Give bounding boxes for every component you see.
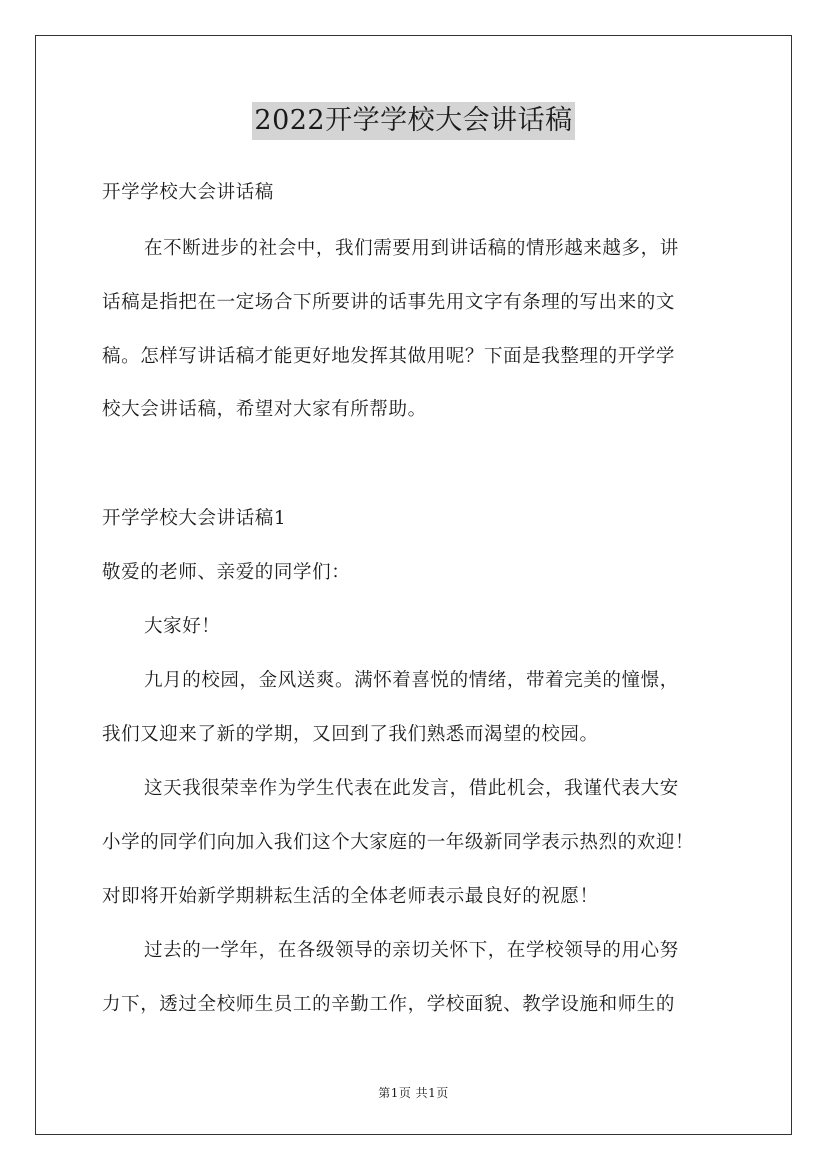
paragraph-line: 在不断进步的社会中，我们需要用到讲话稿的情形越来越多，讲 — [144, 238, 679, 259]
paragraph-line: 对即将开始新学期耕耘生活的全体老师表示最良好的祝愿！ — [102, 886, 599, 907]
page-number: 第1页 共1页 — [378, 1086, 449, 1100]
paragraph-line: 过去的一学年，在各级领导的亲切关怀下，在学校领导的用心努 — [144, 940, 679, 961]
paragraph-line: 九月的校园，金风送爽。满怀着喜悦的情绪，带着完美的憧憬， — [144, 670, 679, 691]
greeting: 大家好！ — [144, 616, 221, 637]
title-container — [0, 102, 827, 140]
intro-heading: 开学学校大会讲话稿 — [102, 182, 274, 203]
paragraph-line: 这天我很荣幸作为学生代表在此发言，借此机会，我谨代表大安 — [144, 778, 679, 799]
document-title: 2022开学学校大会讲话稿 — [252, 102, 574, 140]
paragraph-line: 小学的同学们向加入我们这个大家庭的一年级新同学表示热烈的欢迎！ — [102, 832, 695, 853]
paragraph-line: 我们又迎来了新的学期，又回到了我们熟悉而渴望的校园。 — [102, 724, 599, 745]
paragraph-line: 话稿是指把在一定场合下所要讲的话事先用文字有条理的写出来的文 — [102, 292, 676, 313]
paragraph-line: 校大会讲话稿，希望对大家有所帮助。 — [102, 399, 427, 420]
paragraph-line: 力下，透过全校师生员工的辛勤工作，学校面貌、教学设施和师生的 — [102, 994, 676, 1015]
salutation: 敬爱的老师、亲爱的同学们： — [102, 562, 351, 583]
paragraph-line: 稿。怎样写讲话稿才能更好地发挥其做用呢？下面是我整理的开学学 — [102, 346, 676, 367]
section-heading: 开学学校大会讲话稿1 — [102, 508, 287, 529]
